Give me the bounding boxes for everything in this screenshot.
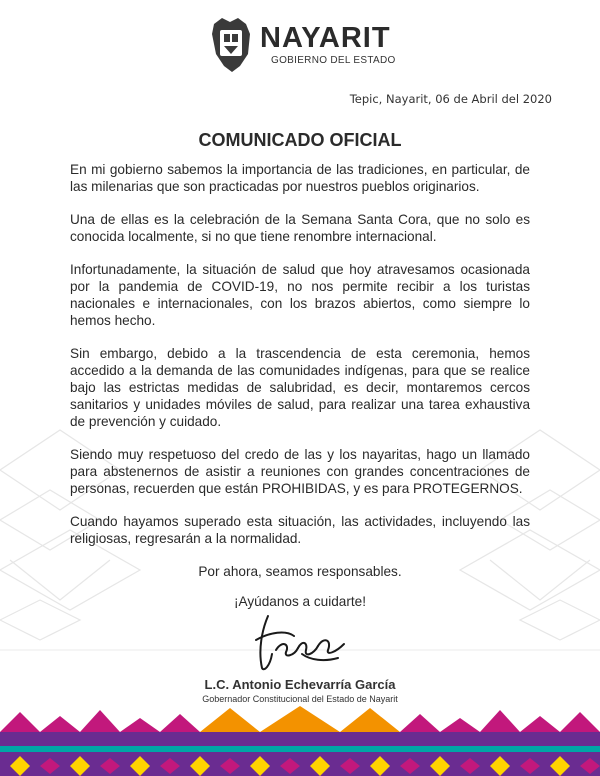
document-title: COMUNICADO OFICIAL: [198, 130, 402, 150]
paragraph-1: En mi gobierno sabemos la importancia de las tradiciones, en particular, de las milenarias que son practicadas por nuestros pueblos originarios.: [70, 162, 530, 194]
decorative-footer-pattern: [0, 706, 600, 776]
dateline: Tepic, Nayarit, 06 de Abril del 2020: [349, 92, 552, 106]
closing-line-2: ¡Ayúdanos a cuidarte!: [234, 594, 366, 609]
letter-body: [70, 161, 530, 623]
brand-subtitle: GOBIERNO DEL ESTADO: [271, 55, 396, 66]
paragraph-3: Infortunadamente, la situación de salud que hoy atravesamos ocasionada por la pandemia de COVID-19, no nos permite recibir a los turistas nacionales e internacionales, con los brazos abiertos, como siempre lo hemos hecho.: [70, 262, 530, 328]
paragraph-4: Sin embargo, debido a la trascendencia de esta ceremonia, hemos accedido a la demanda de las comunidades indígenas, para que se realice bajo las estrictas medidas de salubridad, es decir, montaremos cercos sanitarios y unidades móviles de salud, para realizar una tarea exhaustiva de prevención y cuidado.: [70, 346, 530, 429]
signer-name: L.C. Antonio Echevarría García: [204, 677, 396, 692]
brand-name: NAYARIT: [260, 22, 391, 54]
signer-title: Gobernador Constitucional del Estado de Nayarit: [202, 694, 398, 704]
closing-line-1: Por ahora, seamos responsables.: [198, 564, 402, 579]
handwritten-signature: [240, 610, 360, 676]
paragraph-2: Una de ellas es la celebración de la Semana Santa Cora, que no solo es conocida localmente, si no que tiene renombre internacional.: [70, 212, 530, 244]
paragraph-5: Siendo muy respetuoso del credo de las y los nayaritas, hago un llamado para abstenernos de asistir a reuniones con grandes concentraciones de personas, recuerden que están PROHIBIDAS, y es para PROTEGERNOS.: [70, 447, 530, 496]
paragraph-6: Cuando hayamos superado esta situación, las actividades, incluyendo las religiosas, regresarán a la normalidad.: [70, 514, 530, 546]
